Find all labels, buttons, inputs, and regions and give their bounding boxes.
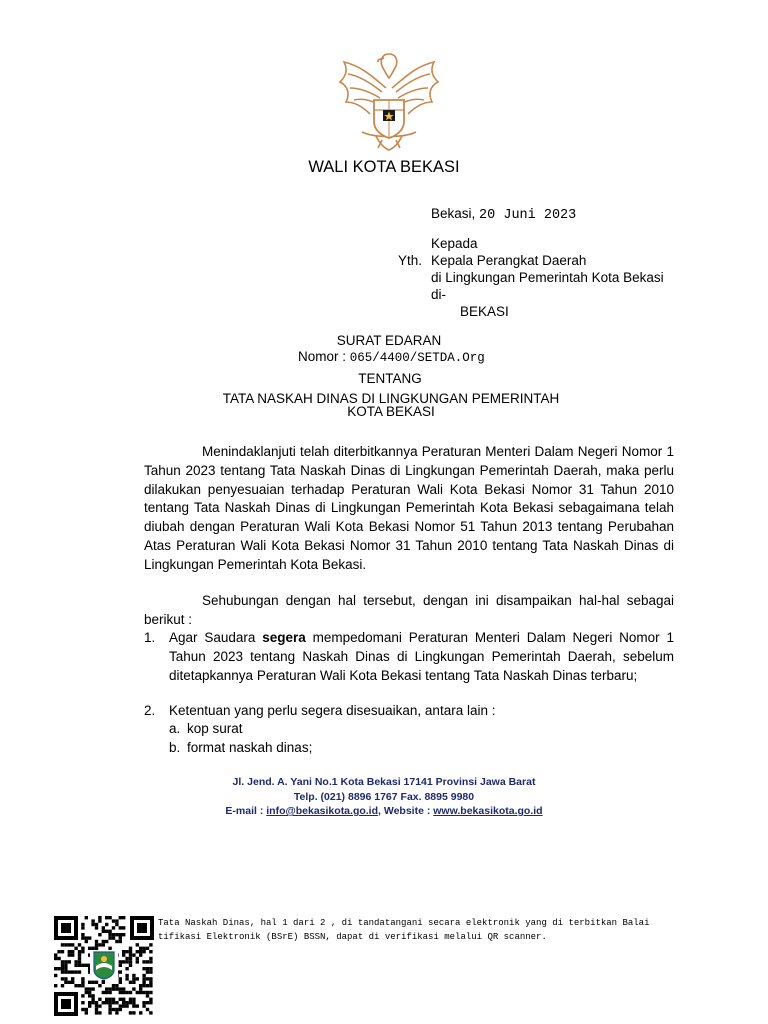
sub-letter: a. xyxy=(169,721,181,736)
item1-bold: segera xyxy=(262,630,306,645)
list-number: 2. xyxy=(144,703,156,718)
recipient-line1: Kepala Perangkat Daerah xyxy=(431,253,587,268)
e-signature-note xyxy=(158,916,649,944)
subject-line1: TATA NASKAH DINAS DI LINGKUNGAN PEMERINTAH xyxy=(222,391,560,406)
footer-phone: Telp. (021) 8896 1767 Fax. 8895 9980 xyxy=(293,791,475,803)
recipient-yth: Yth. xyxy=(398,253,423,268)
doc-type: SURAT EDARAN xyxy=(336,333,442,348)
list-item-2 xyxy=(144,702,674,721)
note-line2: tifikasi Elektronik (BSrE) BSSN, dapat di verifikasi melalui QR scanner. xyxy=(158,932,547,942)
body-paragraph-2: Sehubungan dengan hal tersebut, dengan ini disampaikan hal-hal sebagai berikut : xyxy=(144,593,674,627)
footer-address: Jl. Jend. A. Yani No.1 Kota Bekasi 17141 Provinsi Jawa Barat xyxy=(232,776,536,788)
nomor-label: Nomor : xyxy=(298,349,347,364)
sub-letter: b. xyxy=(169,740,181,755)
subject-line2: KOTA BEKASI xyxy=(347,404,435,419)
list-item-1 xyxy=(144,629,674,685)
website-link[interactable]: www.bekasikota.go.id xyxy=(433,805,543,817)
garuda-emblem-icon xyxy=(334,48,444,153)
date-place: Bekasi, xyxy=(431,206,476,221)
item2-text: Ketentuan yang perlu segera disesuaikan, antara lain : xyxy=(169,703,496,718)
nomor-value: 065/4400/SETDA.Org xyxy=(349,351,485,365)
recipient-line2: di Lingkungan Pemerintah Kota Bekasi xyxy=(431,270,664,285)
tentang-label: TENTANG xyxy=(358,371,422,386)
item1-post: mempedomani Peraturan Menteri Dalam Negeri Nomor 1 Tahun 2023 tentang Naskah Dinas di Lingkungan Pemerintah Daerah, sebelum ditetapkannya Peraturan Wali Kota Bekasi tentang Tata Naskah Dinas terbaru; xyxy=(169,630,674,683)
sub-text: kop surat xyxy=(187,721,243,736)
doc-number xyxy=(298,349,485,365)
body-paragraph-1: Menindaklanjuti telah diterbitkannya Peraturan Menteri Dalam Negeri Nomor 1 Tahun 2023 tentang Tata Naskah Dinas di Lingkungan Pemerintah Daerah, maka perlu dilakukan penyesuaian terhadap Peraturan Wali Kota Bekasi Nomor 31 Tahun 2010 tentang Tata Naskah Dinas di Lingkungan Pemerintah Kota Bekasi sebagaimana telah diubah dengan Peraturan Wali Kota Bekasi Nomor 51 Tahun 2013 tentang Perubahan Atas Peraturan Wali Kota Bekasi Nomor 31 Tahun 2010 tentang Tata Naskah Dinas di Lingkungan Pemerintah Kota Bekasi. xyxy=(144,444,674,572)
list-number: 1. xyxy=(144,630,156,645)
date-value: 20 Juni 2023 xyxy=(479,208,577,223)
sub-item-a xyxy=(169,720,243,739)
qr-code-icon xyxy=(52,914,156,1018)
recipient-kepada: Kepada xyxy=(431,236,478,251)
email-link[interactable]: info@bekasikota.go.id xyxy=(266,805,379,817)
letterhead-title: WALI KOTA BEKASI xyxy=(308,158,460,176)
sub-text: format naskah dinas; xyxy=(187,740,313,755)
item1-pre: Agar Saudara xyxy=(169,630,263,645)
website-label: , Website : xyxy=(378,805,434,817)
footer-contact xyxy=(0,804,768,818)
email-label: E-mail : xyxy=(225,805,267,817)
note-line1: Tata Naskah Dinas, hal 1 dari 2 , di tandatangani secara elektronik yang di terbitkan Balai xyxy=(158,918,650,928)
recipient-city: BEKASI xyxy=(460,304,509,319)
recipient-di: di- xyxy=(431,287,447,302)
letter-date xyxy=(431,206,576,223)
sub-item-b xyxy=(169,739,312,758)
